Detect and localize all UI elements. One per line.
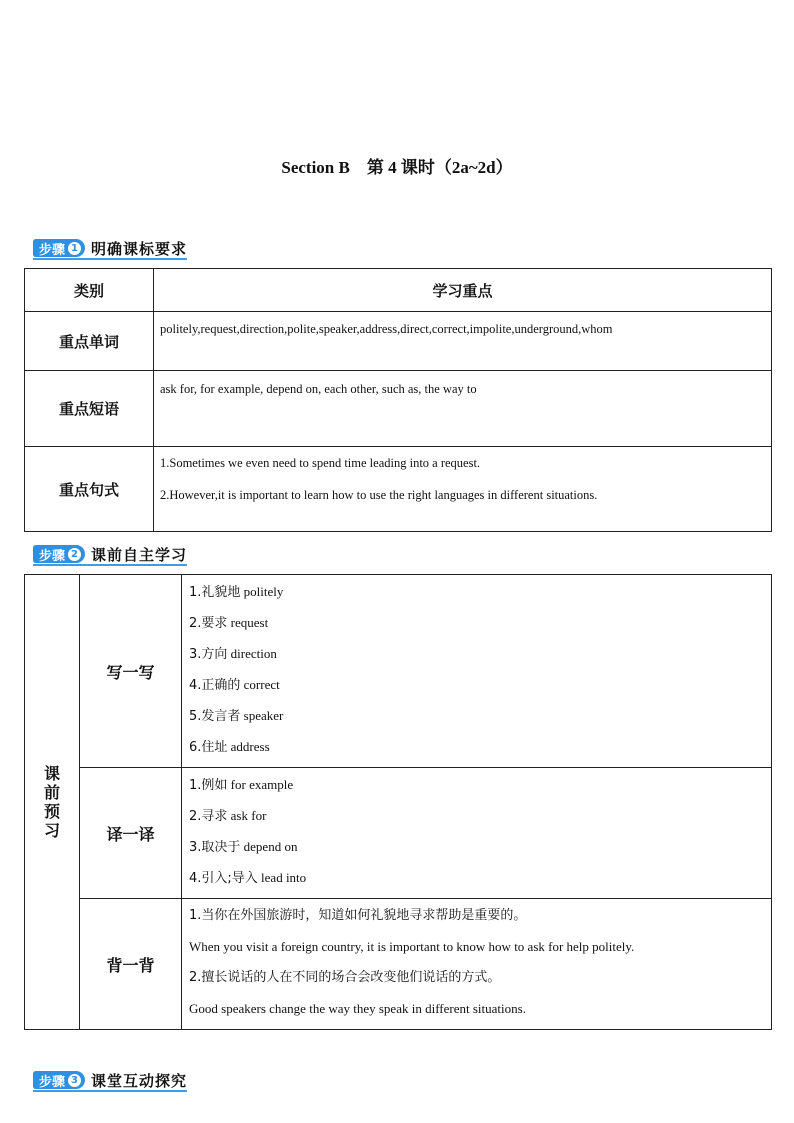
section-label-translate: 译一译 [80, 768, 182, 899]
list-item: 1.礼貌地 politely [189, 584, 284, 600]
sentence-2: 2.However,it is important to learn how to use the right languages in different situations. [160, 488, 598, 502]
step-2-header [33, 544, 187, 566]
step-3-header [33, 1070, 187, 1092]
list-item: 1.例如 for example [189, 777, 294, 793]
step-2-badge-text: 步骤 [39, 548, 66, 564]
row-label-sentences: 重点句式 [25, 447, 154, 532]
list-item: 3.方向 direction [189, 646, 277, 662]
step-3-number: 3 [68, 1074, 81, 1087]
list-item: 4.引入;导入 lead into [189, 870, 307, 886]
step-1-badge [33, 239, 85, 257]
header-category: 类别 [25, 269, 154, 312]
list-item: 4.正确的 correct [189, 677, 280, 693]
recite-line-zh-2: 2.擅长说话的人在不同的场合会改变他们说话的方式。 [189, 970, 501, 985]
step-1-number: 1 [68, 242, 81, 255]
header-key-points: 学习重点 [154, 269, 772, 312]
list-item: 5.发言者 speaker [189, 708, 284, 724]
key-points-table [24, 268, 772, 532]
step-2-title: 课前自主学习 [91, 545, 188, 564]
step-1-badge-text: 步骤 [39, 242, 66, 258]
step-3-title: 课堂互动探究 [91, 1071, 188, 1090]
row-content-sentences [154, 447, 772, 532]
list-item: 6.住址 address [189, 739, 270, 755]
write-list [182, 575, 772, 768]
side-label-text: 课 前 预 习 [43, 764, 60, 840]
sentence-1: 1.Sometimes we even need to spend time leading into a request. [160, 456, 481, 470]
row-content-phrases [154, 371, 772, 447]
step-2-number: 2 [68, 548, 81, 561]
list-item: 3.取决于 depend on [189, 839, 298, 855]
phrases-line: ask for, for example, depend on, each other, such as, the way to [160, 382, 477, 396]
step-1-title: 明确课标要求 [91, 239, 188, 258]
row-label-phrases: 重点短语 [25, 371, 154, 447]
section-label-write: 写一写 [80, 575, 182, 768]
side-label-preview [25, 575, 80, 1030]
row-label-words: 重点单词 [25, 312, 154, 371]
recite-line-en-2: Good speakers change the way they speak in different situations. [189, 1001, 526, 1016]
recite-line-zh-1: 1.当你在外国旅游时，知道如何礼貌地寻求帮助是重要的。 [189, 908, 527, 923]
row-content-words [154, 312, 772, 371]
section-label-recite: 背一背 [80, 899, 182, 1030]
list-item: 2.寻求 ask for [189, 808, 267, 824]
preview-table [24, 574, 772, 1030]
recite-line-en-1: When you visit a foreign country, it is important to know how to ask for help politely. [189, 939, 635, 954]
words-line: politely,request,direction,polite,speaker,address,direct,correct,impolite,underground,whom [160, 322, 613, 336]
step-1-header [33, 238, 187, 260]
step-3-badge-text: 步骤 [39, 1074, 66, 1090]
step-2-badge [33, 545, 85, 563]
step-3-badge [33, 1071, 85, 1089]
translate-list [182, 768, 772, 899]
list-item: 2.要求 request [189, 615, 269, 631]
recite-list [182, 899, 772, 1030]
page-title: Section B 第 4 课时（2a~2d） [281, 158, 513, 177]
